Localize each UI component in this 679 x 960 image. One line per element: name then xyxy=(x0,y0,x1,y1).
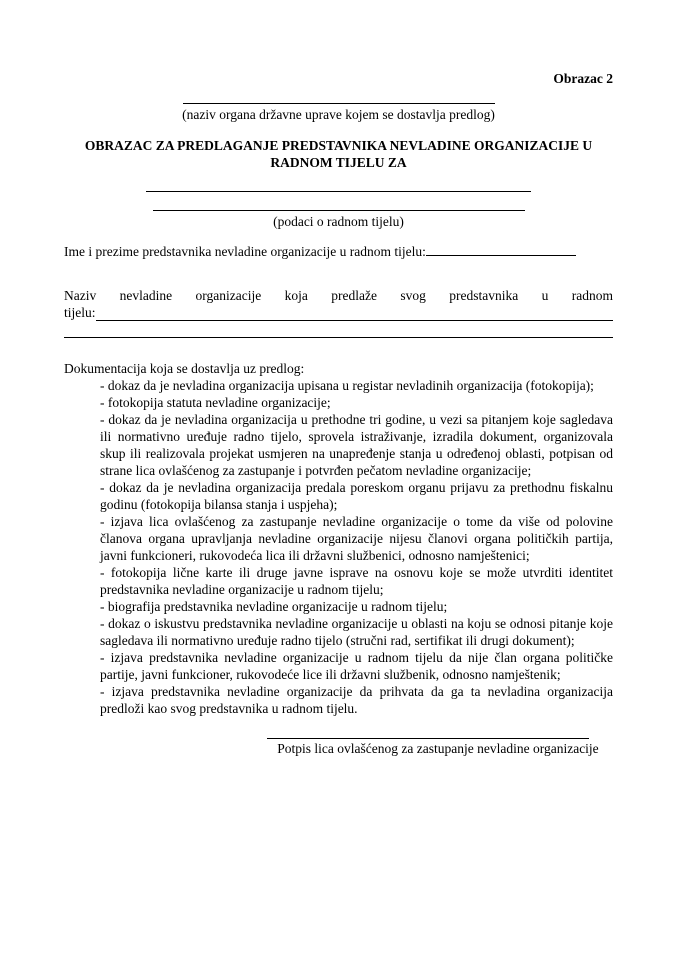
documentation-item: - izjava lica ovlašćenog za zastupanje nevladine organizacije o tome da više od polovine članova organa upravljanja nevladine organizacije nijesu članovi organa političkih partija, javni funkcioneri, rukovodeća lica ili državni službenici, odnosno namještenici; xyxy=(100,514,613,563)
organization-name-label-line2: tijelu: xyxy=(64,305,96,320)
representative-name-label: Ime i prezime predstavnika nevladine organizacije u radnom tijelu: xyxy=(64,244,426,259)
recipient-caption: (naziv organa državne uprave kojem se dostavlja predlog) xyxy=(182,107,495,122)
work-body-caption: (podaci o radnom tijelu) xyxy=(273,214,404,229)
signature-block xyxy=(267,736,609,757)
organization-name-label-line1: Naziv nevladine organizacije koja predlaže svog predstavnika u radnom xyxy=(64,288,613,303)
signature-blank-line xyxy=(267,736,589,739)
form-title-line1: OBRAZAC ZA PREDLAGANJE PREDSTAVNIKA NEVLADINE ORGANIZACIJE U xyxy=(84,138,593,153)
form-title-line2: RADNOM TIJELU ZA xyxy=(270,155,407,170)
organization-name-blank-1 xyxy=(96,306,614,321)
work-body-blank-line-1 xyxy=(146,189,531,192)
representative-name-field xyxy=(64,242,613,260)
organization-name-row xyxy=(64,304,613,321)
documentation-item: - dokaz da je nevladina organizacija predala poreskom organu prijavu za prethodnu fiskalnu godinu (fotokopija bilansa stanja i uspjeha); xyxy=(100,480,613,512)
documentation-item: - fotokopija statuta nevladine organizacije; xyxy=(100,395,331,410)
documentation-item: - biografija predstavnika nevladine organizacije u radnom tijelu; xyxy=(100,599,448,614)
documentation-list xyxy=(64,377,613,717)
work-body-blank-line-2 xyxy=(153,208,525,211)
form-number: Obrazac 2 xyxy=(553,71,613,86)
documentation-intro: Dokumentacija koja se dostavlja uz predlog: xyxy=(64,361,305,376)
recipient-blank-line xyxy=(183,101,495,104)
documentation-item: - dokaz o iskustvu predstavnika nevladine organizacije u oblasti na koju se odnosi pitanje koje sagledava ili normativno uređuje radno tijelo (stručni rad, sertifikat ili drugi dokument); xyxy=(100,616,613,648)
representative-name-blank xyxy=(426,242,576,256)
documentation-item: - dokaz da je nevladina organizacija u prethodne tri godine, u vezi sa pitanjem koje sagledava ili normativno uređuje radno tijelo, sprovela istraživanje, izradila dokument, organizovala skup ili realizovala projekat usmjeren na unapređenje stanja u određenoj oblasti, potpisan od strane lica ovlašćenog za zastupanje i potvrđen pečatom nevladine organizacije; xyxy=(100,412,613,478)
documentation-item: - fotokopija lične karte ili druge javne isprave na osnovu koje se može utvrditi identitet predstavnika nevladine organizacije u radnom tijelu; xyxy=(100,565,613,597)
documentation-item: - izjava predstavnika nevladine organizacije u radnom tijelu da nije član organa političke partije, javni funkcioner, rukovodeće lice ili državni službenik, odnosno namještenik; xyxy=(100,650,613,682)
organization-name-blank-2 xyxy=(64,321,613,338)
form-title xyxy=(64,137,613,171)
documentation-item: - dokaz da je nevladina organizacija upisana u registar nevladinih organizacija (fotokopija); xyxy=(100,378,594,393)
organization-name-field xyxy=(64,287,613,338)
signature-caption: Potpis lica ovlašćenog za zastupanje nevladine organizacije xyxy=(277,741,599,756)
documentation-item: - izjava predstavnika nevladine organizacije da prihvata da ga ta nevladina organizacija predloži kao svog predstavnika u radnom tijelu. xyxy=(100,684,613,716)
